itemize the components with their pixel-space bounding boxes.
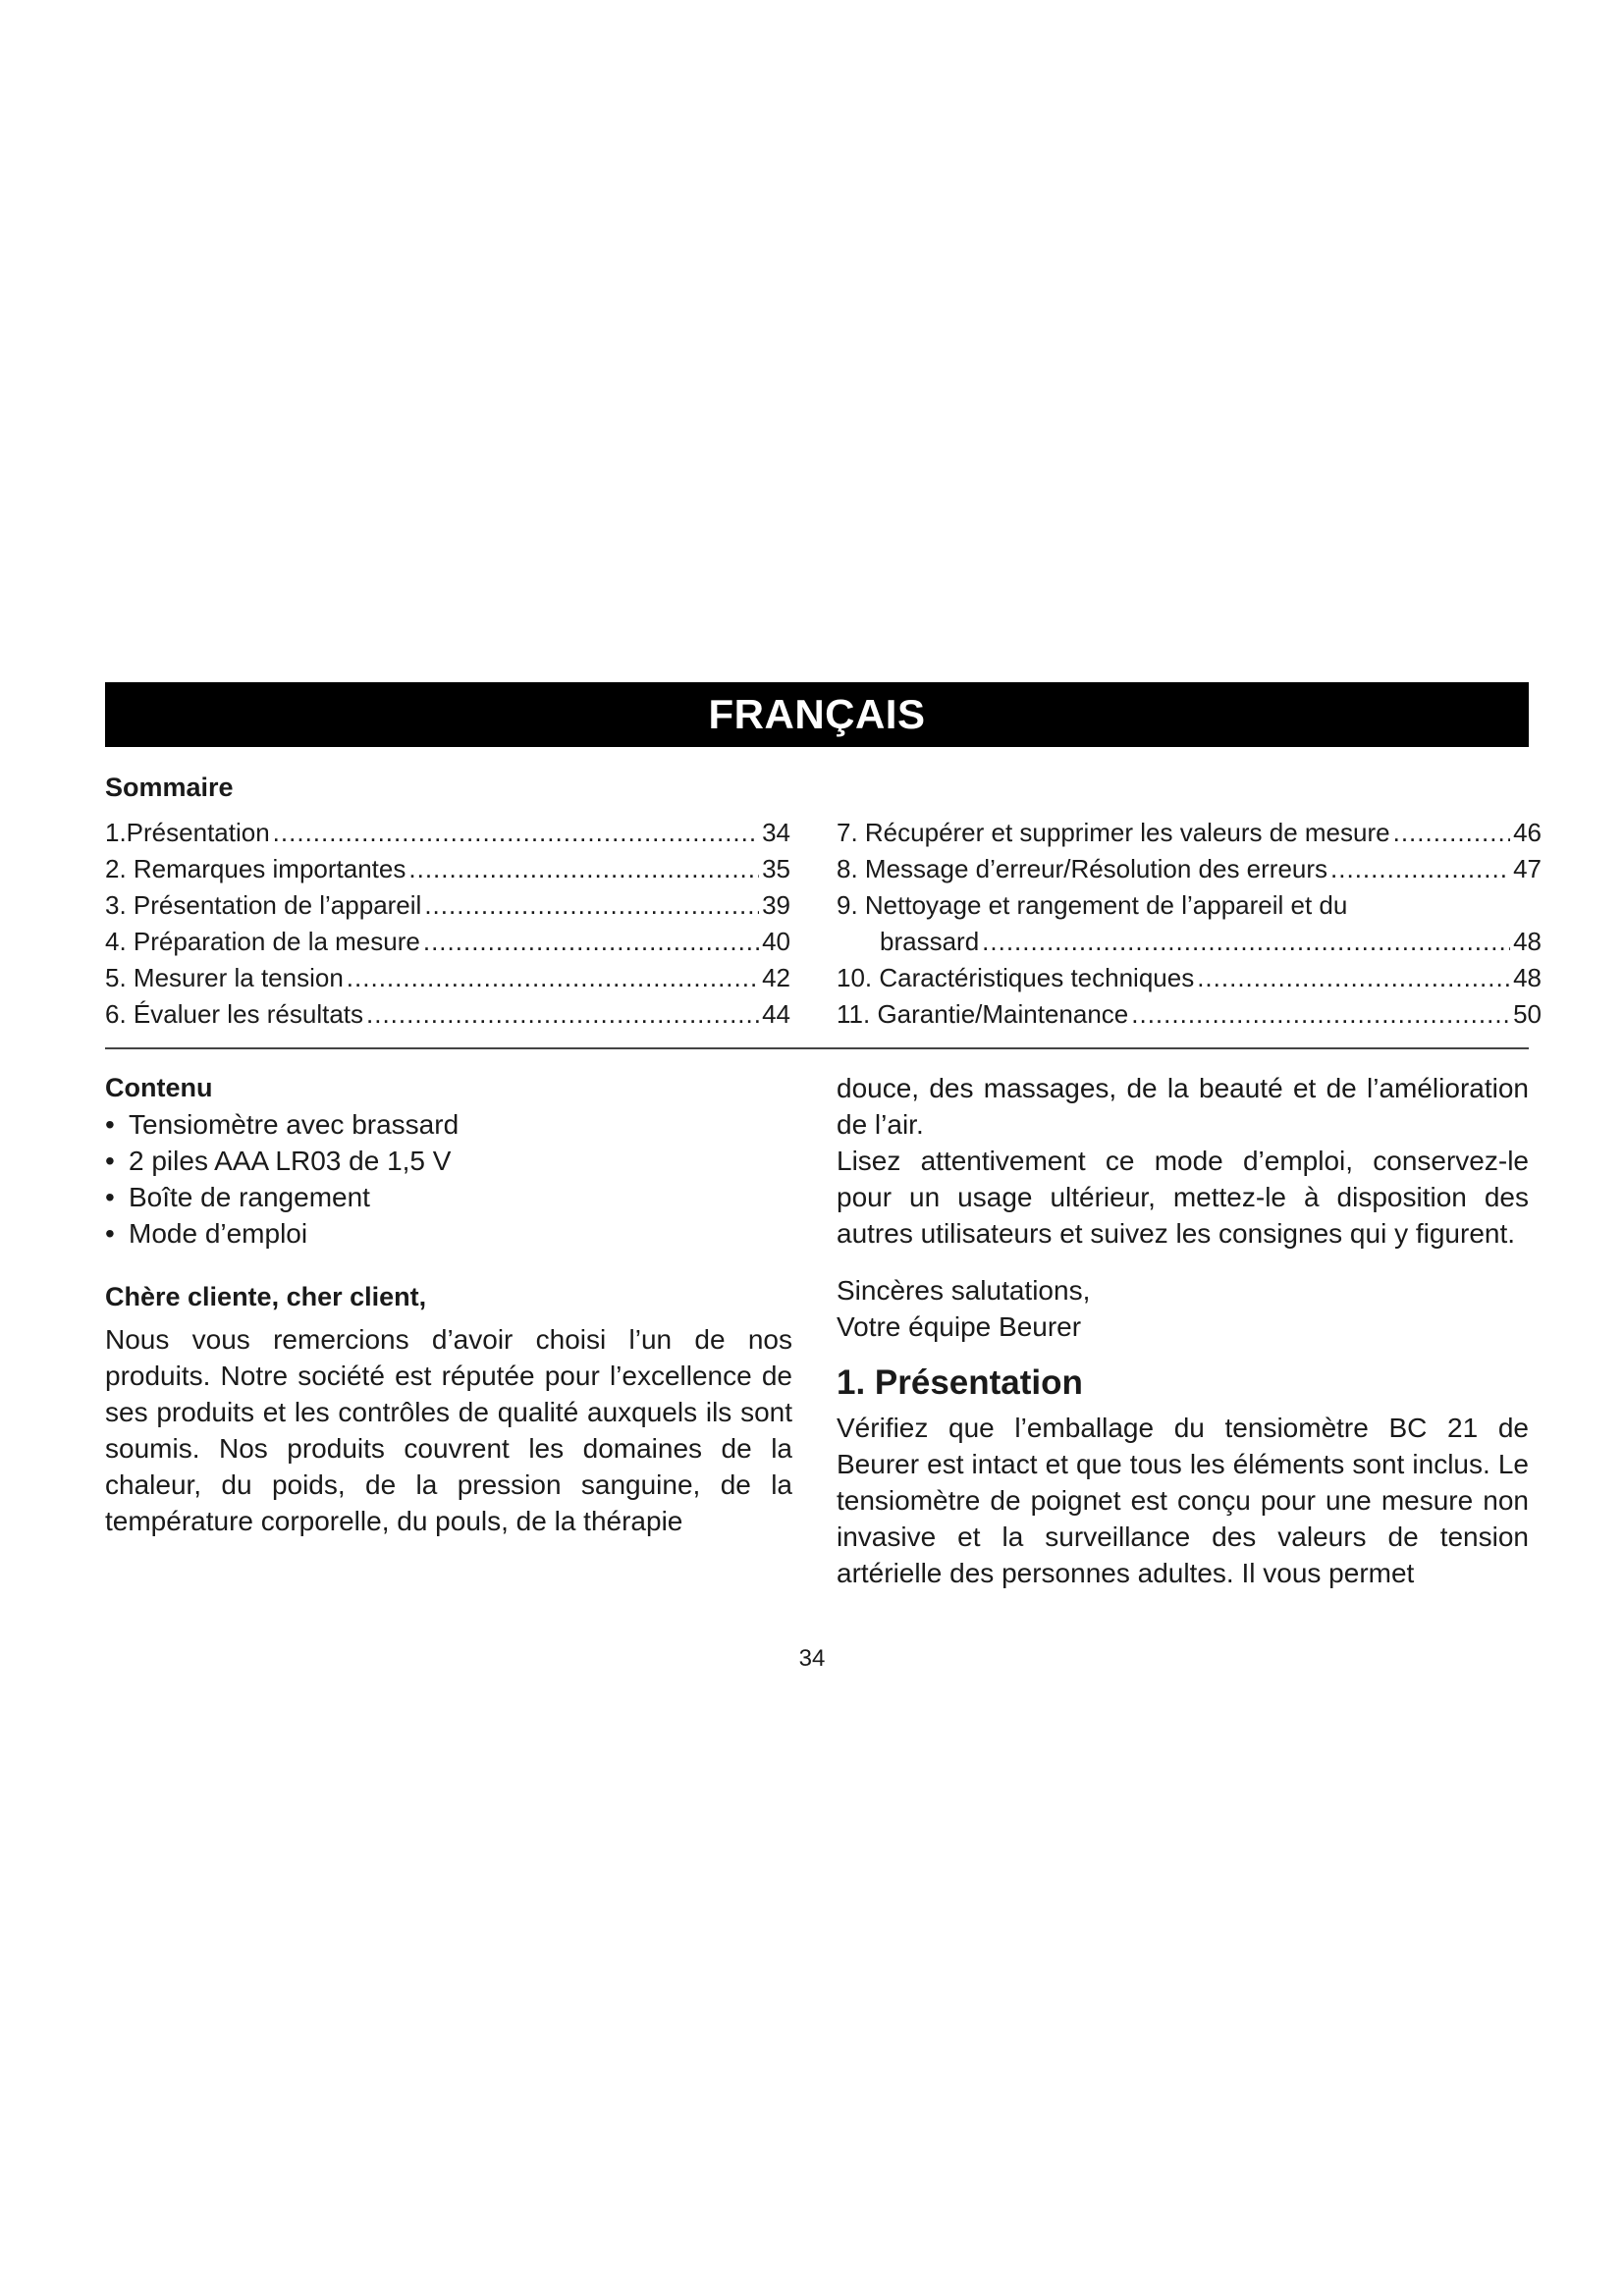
toc-entry[interactable] xyxy=(837,851,1542,887)
right-text-column xyxy=(837,1070,1529,1591)
toc-entry-page: 35 xyxy=(762,854,790,883)
toc-left-column xyxy=(105,815,790,1033)
toc-entry-label: brassard xyxy=(880,927,980,956)
toc-entry-label: 11. Garantie/Maintenance xyxy=(837,999,1129,1029)
section-heading: 1. Présentation xyxy=(837,1363,1083,1402)
greeting-heading: Chère cliente, cher client, xyxy=(105,1282,427,1311)
contents-heading: Contenu xyxy=(105,1073,213,1102)
list-item: • Mode d’emploi xyxy=(105,1215,792,1252)
toc-entry-label: 9. Nettoyage et rangement de l’appareil et du xyxy=(837,890,1348,920)
toc-entry-label: 5. Mesurer la tension xyxy=(105,963,344,992)
toc-entry-label: 2. Remarques importantes xyxy=(105,854,406,883)
toc-entry[interactable] xyxy=(105,815,790,851)
toc-entry[interactable] xyxy=(837,815,1542,851)
toc-entry-page: 47 xyxy=(1513,854,1542,883)
toc-entry[interactable] xyxy=(105,960,790,996)
list-item: • Boîte de rangement xyxy=(105,1179,792,1215)
toc-entry-label: 7. Récupérer et supprimer les valeurs de mesure xyxy=(837,818,1390,847)
toc-entry-page: 46 xyxy=(1513,818,1542,847)
toc-entry-page: 34 xyxy=(762,818,790,847)
toc-entry-label: 3. Présentation de l’appareil xyxy=(105,890,422,920)
toc-entry-page: 48 xyxy=(1513,927,1542,956)
contents-list xyxy=(105,1106,792,1252)
toc-entry-label: 10. Caractéristiques techniques xyxy=(837,963,1195,992)
greeting-paragraph: Nous vous remercions d’avoir choisi l’un de nos produits. Notre société est réputée pour l’excellence de ses produits et les contrôles de qualité auxquels ils sont soumis. Nos produits couvrent les domaines de la chaleur, du poids, de la pression sanguine, de la température corporelle, du pouls, de la thérapie xyxy=(105,1324,792,1536)
toc-entry[interactable] xyxy=(837,996,1542,1033)
closing-line: Sincères salutations, xyxy=(837,1275,1091,1306)
toc-entry-label: 4. Préparation de la mesure xyxy=(105,927,420,956)
toc-entry-page: 40 xyxy=(762,927,790,956)
toc-entry-continuation[interactable] xyxy=(837,924,1542,960)
list-item: • Tensiomètre avec brassard xyxy=(105,1106,792,1143)
toc-entry-page: 42 xyxy=(762,963,790,992)
list-item: • 2 piles AAA LR03 de 1,5 V xyxy=(105,1143,792,1179)
toc-entry[interactable] xyxy=(105,924,790,960)
instructions-paragraph: Lisez attentivement ce mode d’emploi, conservez-le pour un usage ultérieur, mettez-le à disposition des autres utilisateurs et suivez les consignes qui y figurent. xyxy=(837,1146,1529,1249)
toc-entry-label: 1.Présentation xyxy=(105,818,270,847)
toc-title: Sommaire xyxy=(105,773,234,802)
toc-entry[interactable] xyxy=(837,960,1542,996)
toc-entry-page: 50 xyxy=(1513,999,1542,1029)
toc-entry-page: 39 xyxy=(762,890,790,920)
toc-entry-page: 44 xyxy=(762,999,790,1029)
left-text-column xyxy=(105,1070,792,1539)
section-divider xyxy=(105,1047,1529,1049)
signature-line: Votre équipe Beurer xyxy=(837,1311,1082,1342)
page-number: 34 xyxy=(798,1645,826,1672)
toc-entry-label: 6. Évaluer les résultats xyxy=(105,999,364,1029)
toc-entry[interactable] xyxy=(105,887,790,924)
section-paragraph: Vérifiez que l’emballage du tensiomètre BC 21 de Beurer est intact et que tous les éléments sont inclus. Le tensiomètre de poignet est conçu pour une mesure non invasive et la surveillance des valeurs de tension artérielle des personnes adultes. Il vous permet xyxy=(837,1413,1529,1588)
language-banner: FRANÇAIS xyxy=(105,682,1529,747)
toc-entry-label: 8. Message d’erreur/Résolution des erreurs xyxy=(837,854,1328,883)
toc-entry[interactable] xyxy=(105,996,790,1033)
greeting-paragraph-continued: douce, des massages, de la beauté et de l’amélioration de l’air. xyxy=(837,1073,1529,1140)
toc-entry-page: 48 xyxy=(1513,963,1542,992)
toc-entry[interactable] xyxy=(105,851,790,887)
toc-entry[interactable] xyxy=(837,887,1542,924)
toc-right-column xyxy=(837,815,1542,1033)
